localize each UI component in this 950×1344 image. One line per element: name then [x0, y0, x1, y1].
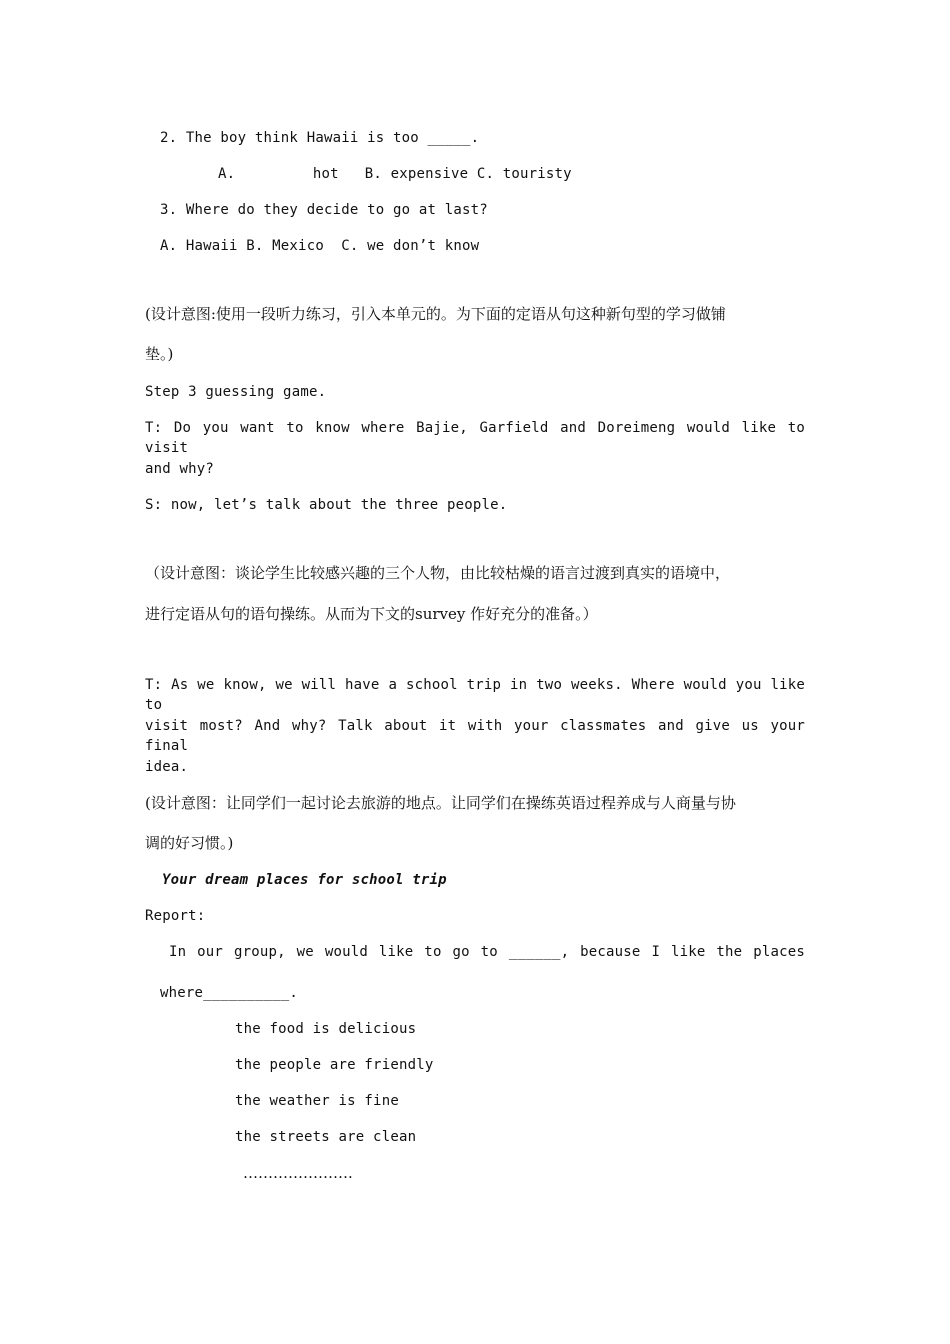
- design-intent-2-line1: （设计意图：谈论学生比较感兴趣的三个人物，由比较枯燥的语言过渡到真实的语境中，: [145, 564, 731, 582]
- student-line-1: S: now, let’s talk about the three people.: [145, 497, 508, 513]
- step-3-heading: Step 3 guessing game.: [145, 384, 327, 400]
- report-sentence-line1: In our group, we would like to go to ______, because I like the places: [169, 944, 805, 960]
- teacher-line-1-part1: T: Do you want to know where Bajie, Garfield and Doreimeng would like to visit: [145, 420, 805, 456]
- design-intent-3-line2: 调的好习惯。): [145, 834, 234, 852]
- design-intent-3-line1: (设计意图：让同学们一起讨论去旅游的地点。让同学们在操练英语过程养成与人商量与协: [145, 794, 736, 812]
- question-2-options: A. hot B. expensive C. touristy: [218, 166, 572, 182]
- design-intent-1-line2: 垫。): [145, 345, 174, 363]
- section-title: Your dream places for school trip: [162, 872, 447, 888]
- list-item: the food is delicious: [235, 1021, 417, 1037]
- teacher-line-2-part1: T: As we know, we will have a school trip in two weeks. Where would you like to: [145, 677, 805, 713]
- teacher-line-2-part3: idea.: [145, 759, 189, 775]
- list-item: the weather is fine: [235, 1093, 399, 1109]
- teacher-line-1-part2: and why?: [145, 461, 215, 477]
- report-label: Report:: [145, 908, 206, 924]
- question-2-stem: 2. The boy think Hawaii is too _____.: [160, 130, 480, 146]
- list-item: the streets are clean: [235, 1129, 417, 1145]
- list-item: the people are friendly: [235, 1057, 434, 1073]
- design-intent-2-line2: 进行定语从句的语句操练。从而为下文的survey 作好充分的准备。）: [145, 605, 598, 623]
- report-sentence-line2: where__________.: [160, 985, 299, 1001]
- design-intent-1-line1: (设计意图:使用一段听力练习，引入本单元的。为下面的定语从句这种新句型的学习做铺: [145, 305, 726, 323]
- ellipsis: ………………….: [243, 1164, 353, 1182]
- question-3-options: A. Hawaii B. Mexico C. we don’t know: [160, 238, 480, 254]
- question-3-stem: 3. Where do they decide to go at last?: [160, 202, 488, 218]
- teacher-line-2-part2: visit most? And why? Talk about it with your classmates and give us your final: [145, 718, 805, 754]
